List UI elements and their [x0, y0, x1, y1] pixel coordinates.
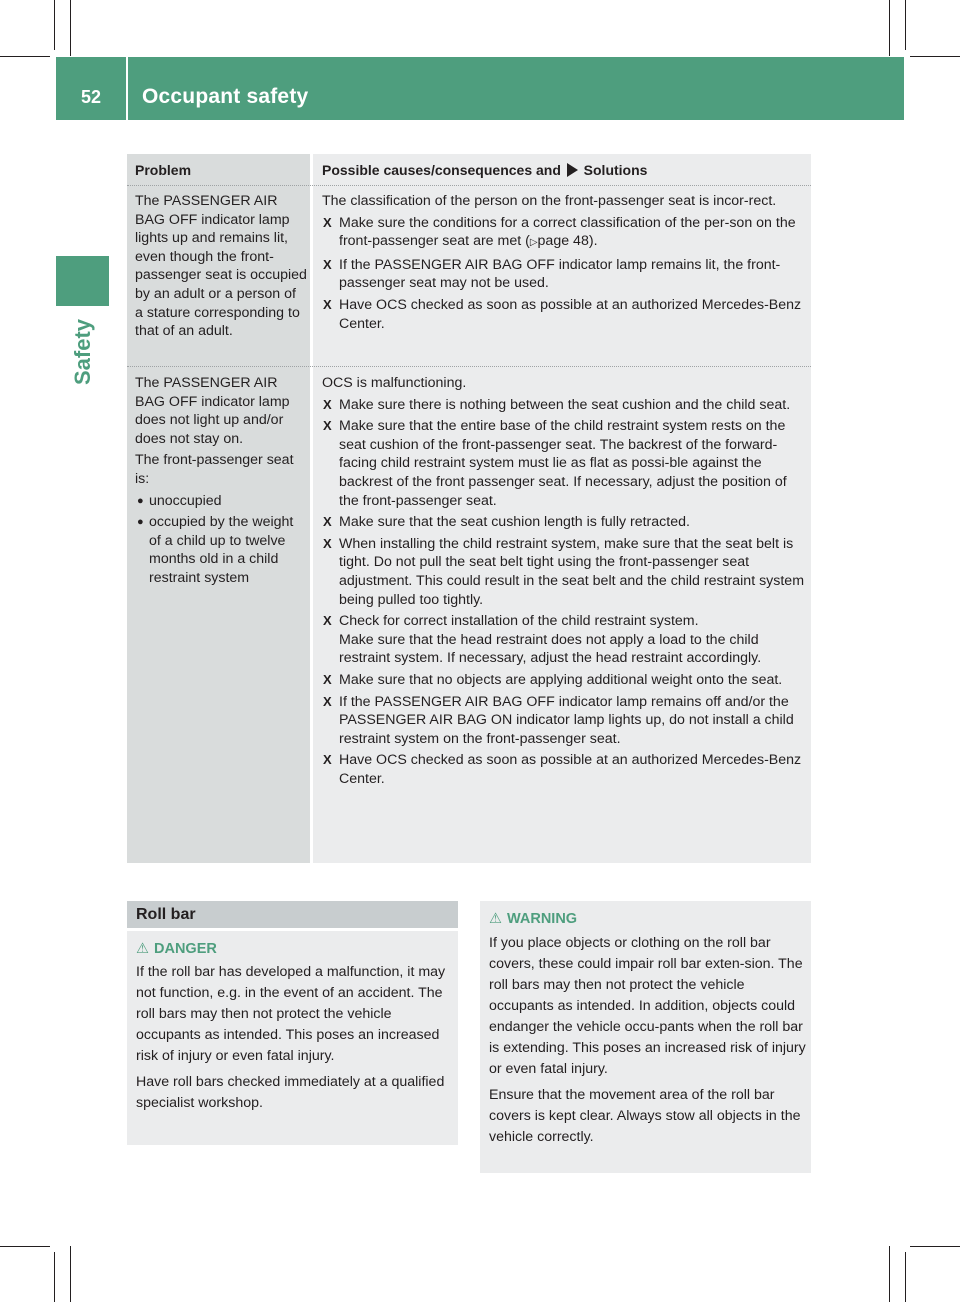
step-text: If the PASSENGER AIR BAG OFF indicator lamp remains lit, the front-passenger seat may not be used. [339, 256, 781, 292]
warning-triangle-icon: ⚠ [489, 911, 502, 927]
warning-notice [480, 901, 811, 1173]
section-title: Occupant safety [142, 85, 309, 108]
list-item [135, 513, 307, 587]
step-item [322, 296, 808, 333]
header-solutions [322, 162, 647, 178]
bullet-text: unoccupied [149, 492, 222, 509]
step-text: Make sure that the entire base of the child restraint system rests on the seat cushion of the front-passenger seat. The backrest of the forward-facing child restraint system must lie as flat as possi-ble against the backrest of the front passenger seat. If necessary, adjust the position of the front-passenger seat. [339, 418, 787, 509]
step-item [322, 417, 808, 510]
danger-title [136, 941, 217, 957]
warning-paragraph: Ensure that the movement area of the roll bar covers is kept clear. Always stow all objects in the vehicle correctly. [489, 1087, 801, 1145]
step-item [322, 256, 808, 293]
step-text-end: ). [588, 233, 598, 250]
crop-mark [889, 0, 890, 56]
roll-bar-heading-bar [127, 901, 458, 928]
step-marker-icon: X [323, 418, 332, 434]
warning-body [489, 933, 807, 1153]
crop-mark [54, 1252, 55, 1302]
step-marker-icon: X [323, 396, 332, 412]
step-marker-icon: X [323, 535, 332, 551]
step-marker-icon: X [323, 214, 332, 230]
table-header-row [127, 154, 811, 185]
step-text: Make sure there is nothing between the seat cushion and the child seat. [339, 396, 791, 413]
step-item [322, 535, 808, 609]
step-item [322, 751, 808, 788]
crop-mark [905, 0, 906, 50]
step-marker-icon: X [323, 256, 332, 272]
problem-text: The PASSENGER AIR BAG OFF indicator lamp lights up and remains lit, even though the front-passenger seat is occupied by an adult or a person of a stature corresponding to that of an adult. [135, 193, 307, 340]
danger-label: DANGER [154, 941, 217, 957]
step-item [322, 214, 808, 253]
header-problem: Problem [135, 162, 192, 178]
warning-triangle-icon: ⚠ [136, 941, 149, 957]
table-row-1-problem [135, 192, 307, 341]
page-ref-link[interactable]: page 48 [537, 233, 589, 250]
cause-text: The classification of the person on the front-passenger seat is incor-rect. [322, 193, 777, 209]
step-subtext: Make sure that the head restraint does not apply a load to the child restraint system. If necessary, adjust the head restraint accordingly. [339, 631, 762, 667]
bullet-text: occupied by the weight of a child up to twelve months old in a child restraint system [149, 514, 294, 586]
danger-paragraph: Have roll bars checked immediately at a qualified specialist workshop. [136, 1074, 445, 1111]
crop-mark [54, 0, 55, 50]
crop-mark [0, 1246, 50, 1247]
step-text: Make sure that no objects are applying additional weight onto the seat. [339, 671, 783, 688]
step-item [322, 671, 808, 690]
row-divider [127, 366, 811, 367]
right-arrow-icon [567, 163, 578, 177]
warning-label: WARNING [507, 911, 578, 927]
step-item [322, 693, 808, 749]
step-marker-icon: X [323, 296, 332, 312]
step-marker-icon: X [323, 514, 332, 530]
crop-mark [0, 56, 50, 57]
problem-text: The front-passenger seat is: [135, 452, 294, 487]
list-item [135, 492, 307, 511]
header-solutions-prefix: Possible causes/consequences and [322, 162, 561, 178]
step-text: Have OCS checked as soon as possible at an authorized Mercedes-Benz Center. [339, 752, 802, 787]
problem-table [127, 154, 811, 863]
cause-text: OCS is malfunctioning. [322, 375, 467, 391]
chapter-tab [56, 256, 109, 306]
step-item [322, 396, 808, 415]
warning-title [489, 911, 577, 927]
step-item [322, 513, 808, 532]
page-ref-triangle-icon: ▷ [529, 237, 538, 249]
danger-body [136, 962, 454, 1119]
problem-text: The PASSENGER AIR BAG OFF indicator lamp does not light up and/or does not stay on. [135, 375, 290, 447]
bullet-icon: ● [137, 516, 144, 529]
row-divider [127, 185, 811, 186]
danger-paragraph: If the roll bar has developed a malfunction, it may not function, e.g. in the event of an accident. The roll bars may then not protect the vehicle occupants as intended. This poses an increased risk of injury or even fatal injury. [136, 964, 446, 1064]
chapter-label: Safety [70, 318, 95, 386]
danger-notice [127, 931, 458, 1145]
bullet-icon: ● [137, 494, 144, 507]
table-row-2-problem [135, 374, 307, 588]
header-divider [126, 57, 128, 120]
header-solutions-suffix: Solutions [583, 162, 648, 178]
page-header [56, 57, 904, 120]
step-text: Make sure the conditions for a correct classification of the per-son on the front-passenger seat are met ( [339, 214, 796, 250]
table-row-2-solution [322, 374, 808, 788]
roll-bar-heading: Roll bar [136, 906, 196, 923]
crop-mark [910, 56, 960, 57]
step-text: Make sure that the seat cushion length is fully retracted. [339, 514, 690, 531]
step-marker-icon: X [323, 613, 332, 629]
crop-mark [889, 1246, 890, 1302]
crop-mark [910, 1246, 960, 1247]
crop-mark [70, 1246, 71, 1302]
table-row-1-solution [322, 192, 808, 333]
step-text: Check for correct installation of the child restraint system. [339, 613, 699, 630]
step-text: Have OCS checked as soon as possible at an authorized Mercedes-Benz Center. [339, 296, 802, 332]
step-marker-icon: X [323, 671, 332, 687]
crop-mark [70, 0, 71, 56]
step-marker-icon: X [323, 693, 332, 709]
warning-paragraph: If you place objects or clothing on the roll bar covers, these could impair roll bar exten-sion. The roll bars may then not protect the vehicle occupants as intended. In addition, objects could endanger the vehicle occu-pants when the roll bar is extending. This poses an increased risk of injury or even fatal injury. [489, 935, 806, 1077]
step-text: When installing the child restraint system, make sure that the seat belt is tight. Do not pull the seat belt tight using the front-passenger seat adjustment. This could result in the seat belt and the child restraint system being pulled too tightly. [339, 535, 805, 608]
crop-mark [905, 1252, 906, 1302]
step-marker-icon: X [323, 752, 332, 768]
page-number: 52 [80, 87, 102, 107]
step-text: If the PASSENGER AIR BAG OFF indicator lamp remains off and/or the PASSENGER AIR BAG ON indicator lamp lights up, do not install a child restraint system on the front-passenger seat. [339, 693, 794, 747]
step-item [322, 612, 808, 631]
